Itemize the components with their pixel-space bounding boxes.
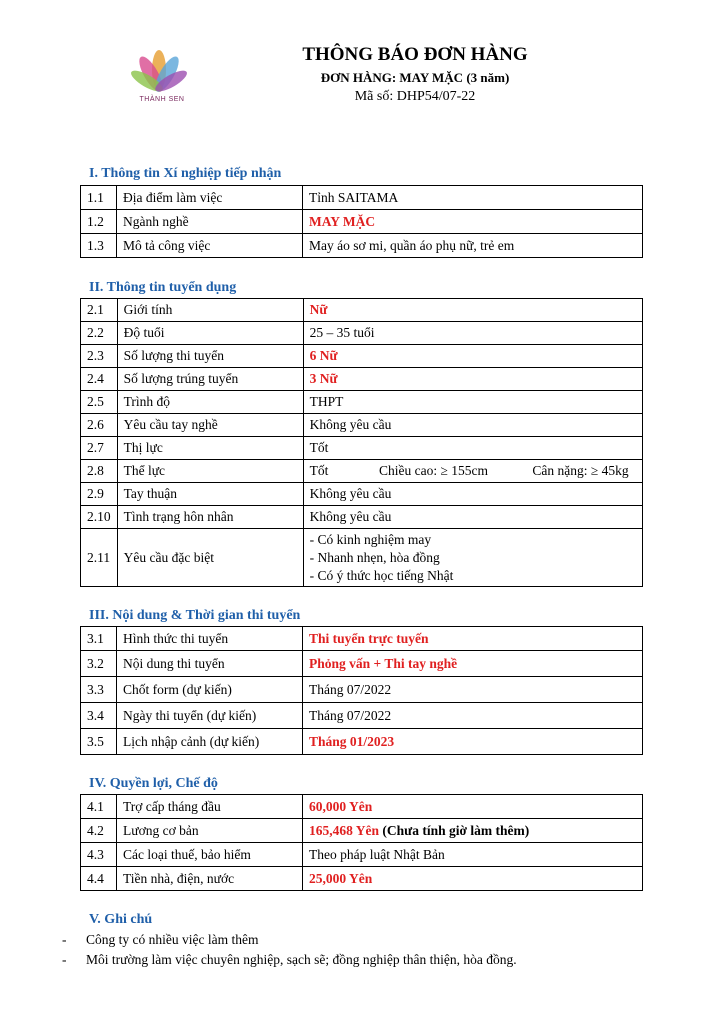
row-value: 3 Nữ — [303, 368, 642, 391]
row-label: Độ tuổi — [117, 322, 303, 345]
table-row — [81, 391, 643, 414]
row-number: 1.2 — [81, 210, 117, 234]
section-title-5: V. Ghi chú — [89, 912, 153, 927]
note-text: Công ty có nhiều việc làm thêm — [86, 932, 259, 947]
table-row — [81, 368, 643, 391]
special-requirement: - Nhanh nhẹn, hòa đồng — [309, 549, 440, 565]
row-number: 3.5 — [81, 729, 117, 755]
row-value: MAY MẶC — [303, 210, 643, 234]
table-row — [81, 186, 643, 210]
row-number: 2.10 — [81, 506, 118, 529]
weight-requirement: Cân nặng: ≥ 45kg — [532, 463, 629, 478]
row-label: Tình trạng hôn nhân — [117, 506, 303, 529]
row-label: Thị lực — [117, 437, 303, 460]
base-salary-note: (Chưa tính giờ làm thêm) — [382, 822, 530, 838]
row-number: 2.1 — [81, 299, 118, 322]
row-number: 2.6 — [81, 414, 118, 437]
table-recruitment-info — [80, 298, 643, 587]
row-number: 2.2 — [81, 322, 118, 345]
row-label: Mô tả công việc — [117, 234, 303, 258]
row-label: Ngày thi tuyển (dự kiến) — [117, 703, 303, 729]
row-label: Lương cơ bản — [117, 819, 303, 843]
row-value — [303, 819, 643, 843]
table-row — [81, 483, 643, 506]
row-value: 60,000 Yên — [303, 795, 643, 819]
table-row — [81, 460, 643, 483]
row-value: THPT — [303, 391, 642, 414]
row-label: Tay thuận — [117, 483, 303, 506]
row-label: Lịch nhập cảnh (dự kiến) — [117, 729, 303, 755]
row-number: 1.1 — [81, 186, 117, 210]
table-row — [81, 677, 643, 703]
row-label: Tiền nhà, điện, nước — [117, 867, 303, 891]
row-label: Hình thức thi tuyển — [117, 627, 303, 651]
row-value: Tháng 01/2023 — [303, 729, 643, 755]
table-row — [81, 795, 643, 819]
table-row — [81, 210, 643, 234]
table-row — [81, 819, 643, 843]
fitness-value: Tốt — [309, 463, 329, 478]
table-row — [81, 703, 643, 729]
row-value: Không yêu cầu — [303, 483, 642, 506]
row-number: 4.2 — [81, 819, 117, 843]
row-number: 2.11 — [81, 529, 118, 587]
row-label: Ngành nghề — [117, 210, 303, 234]
row-label: Nội dung thi tuyển — [117, 651, 303, 677]
row-value: Không yêu cầu — [303, 506, 642, 529]
table-row — [81, 867, 643, 891]
row-number: 3.4 — [81, 703, 117, 729]
table-row — [81, 437, 643, 460]
row-value: Tỉnh SAITAMA — [303, 186, 643, 210]
row-number: 2.9 — [81, 483, 118, 506]
bullet: - — [62, 952, 67, 967]
row-value — [303, 460, 642, 483]
table-row — [81, 414, 643, 437]
row-number: 4.1 — [81, 795, 117, 819]
bullet: - — [62, 932, 67, 947]
row-number: 4.4 — [81, 867, 117, 891]
section-title-2: II. Thông tin tuyển dụng — [89, 280, 237, 295]
special-requirement: - Có ý thức học tiếng Nhật — [309, 567, 454, 583]
row-number: 1.3 — [81, 234, 117, 258]
row-label: Yêu cầu tay nghề — [117, 414, 303, 437]
row-value — [303, 529, 642, 587]
row-value: Thi tuyển trực tuyến — [303, 627, 643, 651]
logo-name: THÀNH SEN — [139, 96, 185, 103]
table-row — [81, 529, 643, 587]
table-row — [81, 506, 643, 529]
table-row — [81, 234, 643, 258]
row-value: 25 – 35 tuổi — [303, 322, 642, 345]
row-label: Số lượng thi tuyển — [117, 345, 303, 368]
row-label: Số lượng trúng tuyển — [117, 368, 303, 391]
special-requirement: - Có kinh nghiệm may — [309, 531, 432, 547]
table-row — [81, 729, 643, 755]
row-label: Trợ cấp tháng đầu — [117, 795, 303, 819]
row-number: 2.8 — [81, 460, 118, 483]
row-value: Theo pháp luật Nhật Bản — [303, 843, 643, 867]
row-label: Địa điểm làm việc — [117, 186, 303, 210]
row-label: Trình độ — [117, 391, 303, 414]
section-title-1: I. Thông tin Xí nghiệp tiếp nhận — [89, 166, 282, 181]
document-subtitle: ĐƠN HÀNG: MAY MẶC (3 năm) — [320, 70, 510, 85]
table-row — [81, 627, 643, 651]
row-value: 6 Nữ — [303, 345, 642, 368]
row-label: Yêu cầu đặc biệt — [117, 529, 303, 587]
row-number: 2.7 — [81, 437, 118, 460]
row-value: Phỏng vấn + Thi tay nghề — [303, 651, 643, 677]
table-employer-info — [80, 185, 643, 258]
list-item — [62, 932, 258, 948]
note-text: Môi trường làm việc chuyên nghiệp, sạch sẽ; đồng nghiệp thân thiện, hòa đồng. — [86, 952, 517, 967]
row-number: 3.2 — [81, 651, 117, 677]
row-value: Không yêu cầu — [303, 414, 642, 437]
document-title: THÔNG BÁO ĐƠN HÀNG — [302, 44, 528, 65]
list-item — [62, 952, 517, 968]
row-label: Các loại thuế, bảo hiểm — [117, 843, 303, 867]
row-number: 2.5 — [81, 391, 118, 414]
row-value: 25,000 Yên — [303, 867, 643, 891]
table-row — [81, 322, 643, 345]
section-title-3: III. Nội dung & Thời gian thi tuyển — [89, 608, 301, 623]
document-code: Mã số: DHP54/07-22 — [354, 89, 476, 104]
row-number: 4.3 — [81, 843, 117, 867]
table-benefits — [80, 794, 643, 891]
row-value: Tháng 07/2022 — [303, 703, 643, 729]
table-row — [81, 299, 643, 322]
table-row — [81, 843, 643, 867]
row-number: 3.1 — [81, 627, 117, 651]
row-value: Tháng 07/2022 — [303, 677, 643, 703]
row-label: Giới tính — [117, 299, 303, 322]
row-value: Tốt — [303, 437, 642, 460]
height-requirement: Chiều cao: ≥ 155cm — [379, 463, 489, 478]
row-number: 3.3 — [81, 677, 117, 703]
section-title-4: IV. Quyền lợi, Chế độ — [89, 776, 218, 791]
row-value: Nữ — [303, 299, 642, 322]
row-label: Chốt form (dự kiến) — [117, 677, 303, 703]
table-row — [81, 345, 643, 368]
row-value: May áo sơ mi, quần áo phụ nữ, trẻ em — [303, 234, 643, 258]
table-exam-info — [80, 626, 643, 755]
row-label: Thể lực — [117, 460, 303, 483]
row-number: 2.3 — [81, 345, 118, 368]
table-row — [81, 651, 643, 677]
row-number: 2.4 — [81, 368, 118, 391]
base-salary-value: 165,468 Yên — [309, 822, 379, 838]
